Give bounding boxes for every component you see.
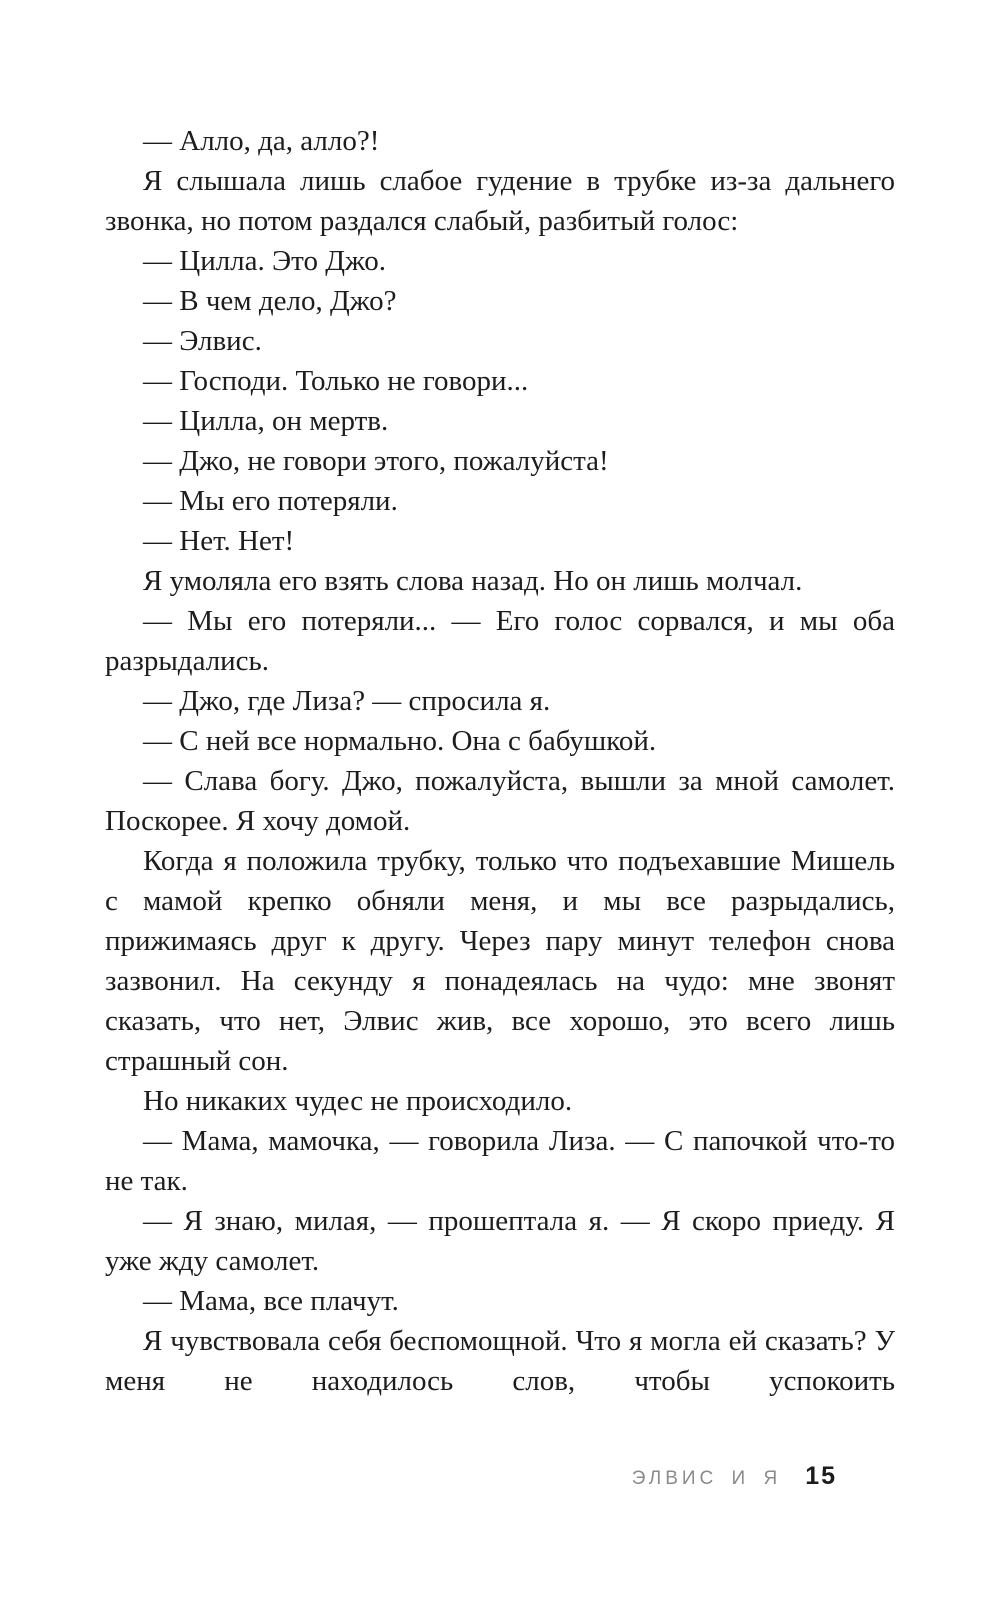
paragraph: Когда я положила трубку, только что подъехавшие Мишель с мамой крепко обняли меня, и мы все разрыдались, прижимаясь друг к другу. Через пару минут телефон снова зазвонил. На секунду я понадеялась на чудо: мне звонят сказать, что нет, Элвис жив, все хорошо, это всего лишь страшный сон.	[105, 845, 895, 1077]
paragraph: — Мама, мамочка, — говорила Лиза. — С папочкой что-то не так.	[105, 1125, 895, 1197]
paragraph: — Элвис.	[143, 325, 262, 357]
paragraph: — Господи. Только не говори...	[143, 365, 529, 397]
paragraph: — Джо, где Лиза? — спросила я.	[143, 685, 551, 717]
page-footer	[632, 1462, 837, 1491]
paragraph: — Цилла, он мертв.	[143, 405, 389, 437]
footer-page-number: 15	[805, 1462, 837, 1490]
paragraph: Я умоляла его взять слова назад. Но он лишь молчал.	[143, 565, 803, 597]
paragraph: — Нет. Нет!	[143, 525, 295, 557]
paragraph: — Мы его потеряли... — Его голос сорвался, и мы оба разрыдались.	[105, 605, 895, 677]
paragraph: — В чем дело, Джо?	[143, 285, 397, 317]
paragraph: — Мама, все плачут.	[143, 1285, 399, 1317]
paragraph: Я чувствовала себя беспомощной. Что я могла ей сказать? У меня не находилось слов, чтобы успокоить	[105, 1325, 895, 1397]
paragraph: — Цилла. Это Джо.	[143, 245, 387, 277]
paragraph: — Джо, не говори этого, пожалуйста!	[143, 445, 609, 477]
footer-book-title: ЭЛВИС И Я	[631, 1468, 782, 1489]
paragraph: Но никаких чудес не происходило.	[143, 1085, 573, 1117]
page-text	[105, 121, 895, 1401]
paragraph: — Я знаю, милая, — прошептала я. — Я скоро приеду. Я уже жду самолет.	[105, 1205, 895, 1277]
paragraph: — Слава богу. Джо, пожалуйста, вышли за мной самолет. Поскорее. Я хочу домой.	[105, 765, 895, 837]
paragraph: — С ней все нормально. Она с бабушкой.	[143, 725, 657, 757]
paragraph: — Мы его потеряли.	[143, 485, 398, 517]
paragraph: Я слышала лишь слабое гудение в трубке из-за дальнего звонка, но потом раздался слабый, разбитый голос:	[105, 165, 895, 237]
paragraph: — Алло, да, алло?!	[143, 125, 380, 157]
